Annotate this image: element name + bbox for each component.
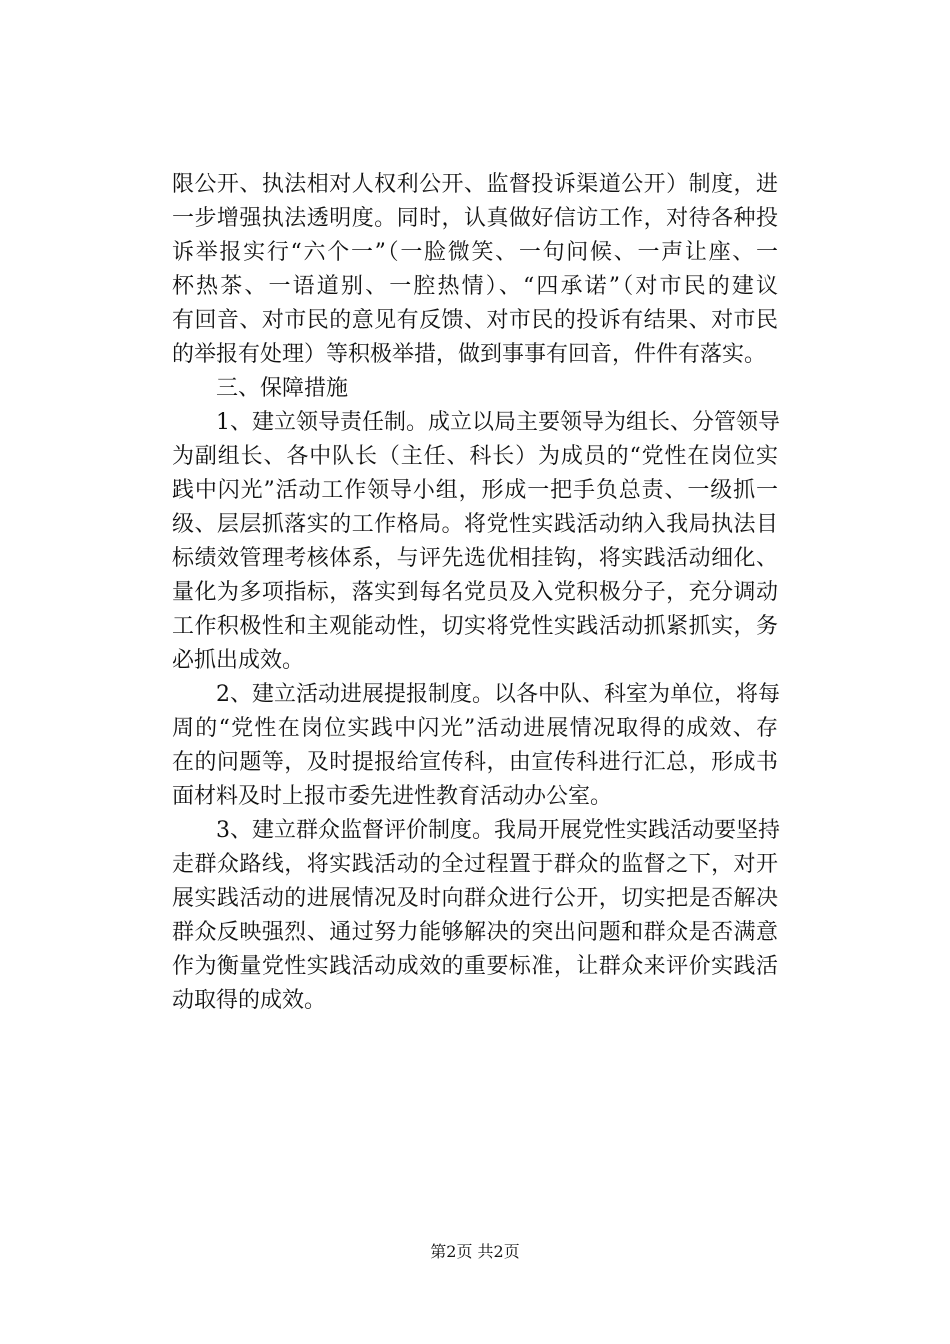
text-line: 有回音、对市民的意见有反馈、对市民的投诉有结果、对市民	[172, 308, 778, 333]
text-line: 在的问题等，及时提报给宣传科，由宣传科进行汇总，形成书	[172, 750, 778, 775]
text-line: 杯热茶、一语道别、一腔热情）、“四承诺”（对市民的建议	[172, 274, 778, 299]
text-line: 面材料及时上报市委先进性教育活动办公室。	[172, 784, 613, 809]
text-line: 周的“党性在岗位实践中闪光”活动进展情况取得的成效、存	[172, 716, 778, 741]
text-line: 工作积极性和主观能动性，切实将党性实践活动抓紧抓实，务	[172, 614, 778, 639]
text-line: 展实践活动的进展情况及时向群众进行公开，切实把是否解决	[172, 886, 778, 911]
text-line: 2、建立活动进展提报制度。以各中队、科室为单位，将每	[172, 682, 780, 707]
text-line: 1、建立领导责任制。成立以局主要领导为组长、分管领导	[172, 410, 780, 435]
text-line: 一步增强执法透明度。同时，认真做好信访工作，对待各种投	[172, 206, 778, 231]
text-line: 级、层层抓落实的工作格局。将党性实践活动纳入我局执法目	[172, 512, 778, 537]
text-line: 量化为多项指标，落实到每名党员及入党积极分子，充分调动	[172, 580, 778, 605]
text-line: 作为衡量党性实践活动成效的重要标准，让群众来评价实践活	[172, 954, 778, 979]
text-line: 诉举报实行“六个一”（一脸微笑、一句问候、一声让座、一	[172, 240, 778, 265]
text-line: 三、保障措施	[172, 376, 349, 401]
text-line: 群众反映强烈、通过努力能够解决的突出问题和群众是否满意	[172, 920, 778, 945]
text-line: 走群众路线，将实践活动的全过程置于群众的监督之下，对开	[172, 852, 778, 877]
text-line: 标绩效管理考核体系，与评先选优相挂钩，将实践活动细化、	[172, 546, 778, 571]
text-line: 为副组长、各中队长（主任、科长）为成员的“党性在岗位实	[172, 444, 778, 469]
page-footer: 第2页 共2页	[430, 1242, 520, 1261]
text-line: 动取得的成效。	[172, 988, 327, 1013]
document-body	[172, 168, 778, 1018]
text-line: 限公开、执法相对人权利公开、监督投诉渠道公开）制度，进	[172, 172, 778, 197]
text-line: 的举报有处理）等积极举措，做到事事有回音，件件有落实。	[172, 342, 767, 367]
text-line: 3、建立群众监督评价制度。我局开展党性实践活动要坚持	[172, 818, 780, 843]
text-line: 必抓出成效。	[172, 648, 305, 673]
text-line: 践中闪光”活动工作领导小组，形成一把手负总责、一级抓一	[172, 478, 778, 503]
